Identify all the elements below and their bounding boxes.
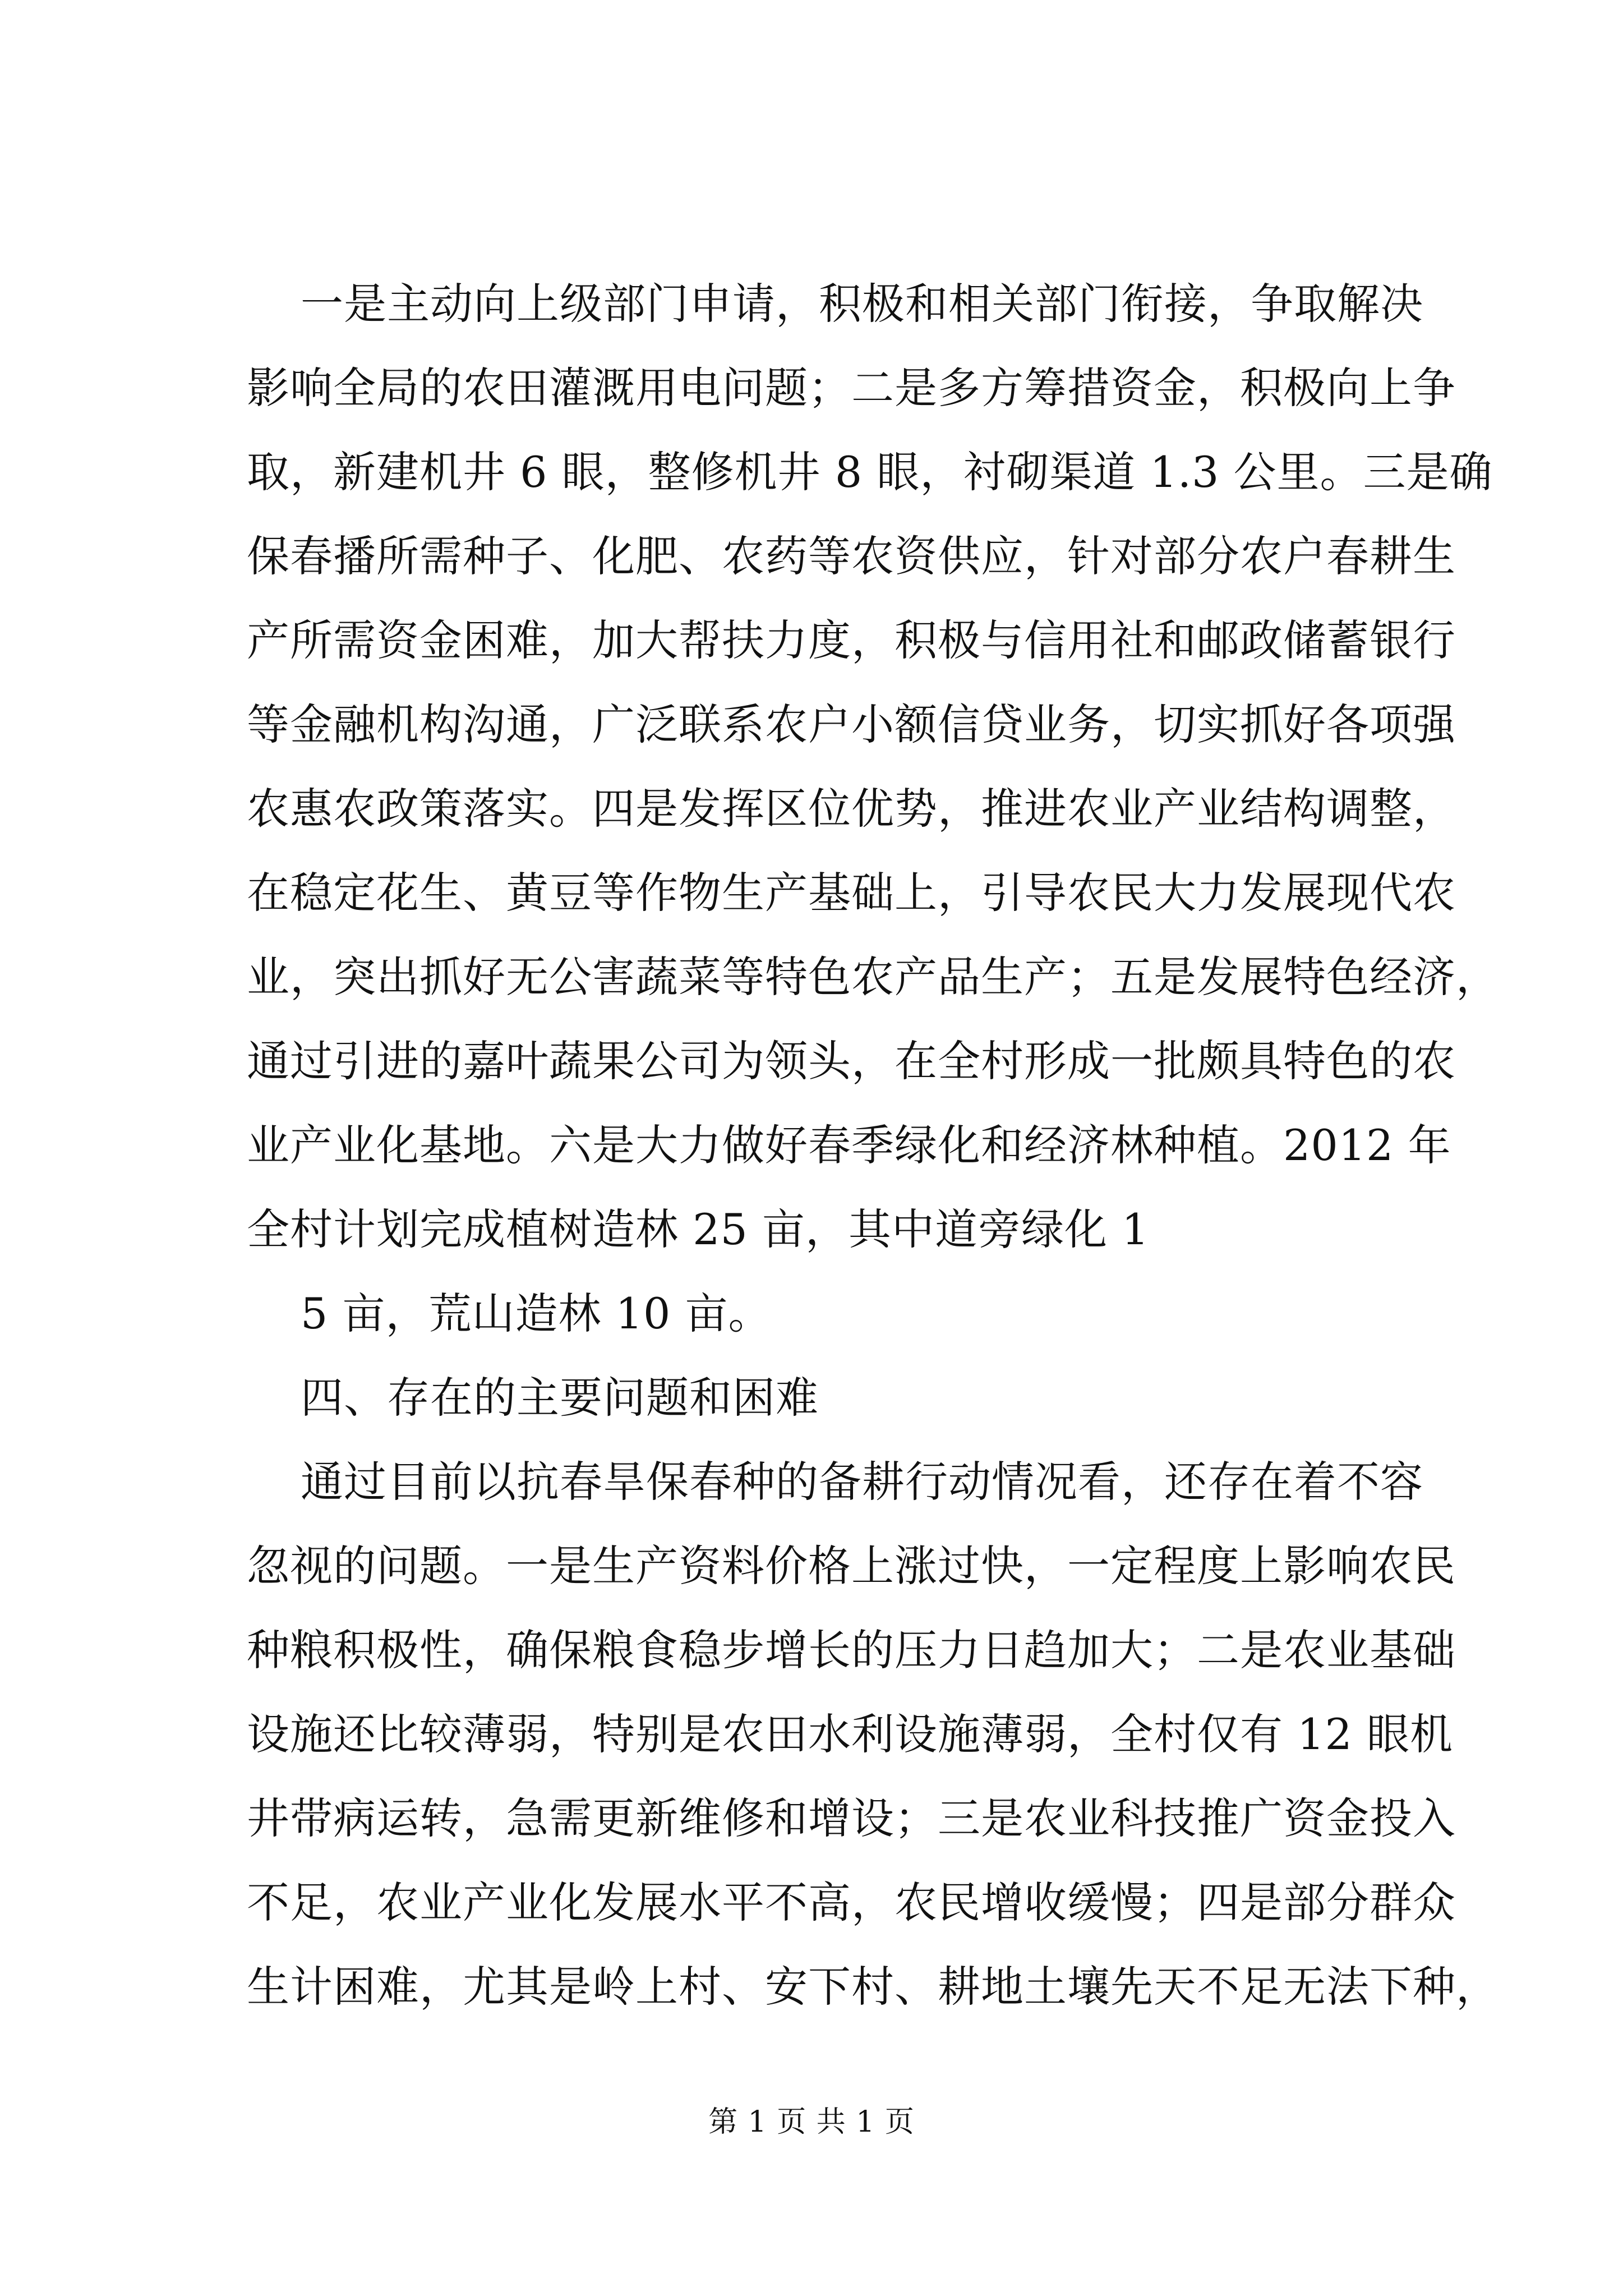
paragraph-line: 保春播所需种子、化肥、农药等农资供应，针对部分农户春耕生 bbox=[247, 531, 1456, 581]
paragraph-line: 通过目前以抗春旱保春种的备耕行动情况看，还存在着不容 bbox=[301, 1457, 1423, 1507]
paragraph-line: 取，新建机井 6 眼，整修机井 8 眼，衬砌渠道 1.3 公里。三是确 bbox=[247, 447, 1493, 497]
paragraph-line: 影响全局的农田灌溉用电问题；二是多方筹措资金，积极向上争 bbox=[247, 363, 1456, 413]
section-heading: 四、存在的主要问题和困难 bbox=[301, 1373, 819, 1423]
paragraph-line: 不足，农业产业化发展水平不高，农民增收缓慢；四是部分群众 bbox=[247, 1878, 1456, 1927]
paragraph-line: 忽视的问题。一是生产资料价格上涨过快，一定程度上影响农民 bbox=[247, 1541, 1456, 1591]
paragraph-line: 在稳定花生、黄豆等作物生产基础上，引导农民大力发展现代农 bbox=[247, 868, 1456, 918]
page-number-footer: 第 1 页 共 1 页 bbox=[708, 2105, 915, 2139]
paragraph-line: 设施还比较薄弱，特别是农田水利设施薄弱，全村仅有 12 眼机 bbox=[247, 1709, 1454, 1759]
paragraph-line: 等金融机构沟通，广泛联系农户小额信贷业务，切实抓好各项强 bbox=[247, 700, 1456, 749]
paragraph-line: 农惠农政策落实。四是发挥区位优势，推进农业产业结构调整， bbox=[247, 784, 1456, 834]
paragraph-line: 生计困难，尤其是岭上村、安下村、耕地土壤先天不足无法下种， bbox=[247, 1962, 1499, 2012]
paragraph-line: 产所需资金困难，加大帮扶力度，积极与信用社和邮政储蓄银行 bbox=[247, 615, 1456, 665]
paragraph-line: 业，突出抓好无公害蔬菜等特色农产品生产；五是发展特色经济， bbox=[247, 952, 1499, 1002]
paragraph-line: 通过引进的嘉叶蔬果公司为领头，在全村形成一批颇具特色的农 bbox=[247, 1036, 1456, 1086]
paragraph-line: 业产业化基地。六是大力做好春季绿化和经济林种植。2012 年 bbox=[247, 1120, 1451, 1170]
paragraph-line: 一是主动向上级部门申请，积极和相关部门衔接，争取解决 bbox=[301, 279, 1423, 329]
paragraph-line: 全村计划完成植树造林 25 亩，其中道旁绿化 1 bbox=[247, 1204, 1150, 1254]
paragraph-line: 种粮积极性，确保粮食稳步增长的压力日趋加大；二是农业基础 bbox=[247, 1625, 1456, 1675]
paragraph-line: 井带病运转，急需更新维修和增设；三是农业科技推广资金投入 bbox=[247, 1793, 1456, 1843]
paragraph-line: 5 亩，荒山造林 10 亩。 bbox=[301, 1289, 772, 1338]
